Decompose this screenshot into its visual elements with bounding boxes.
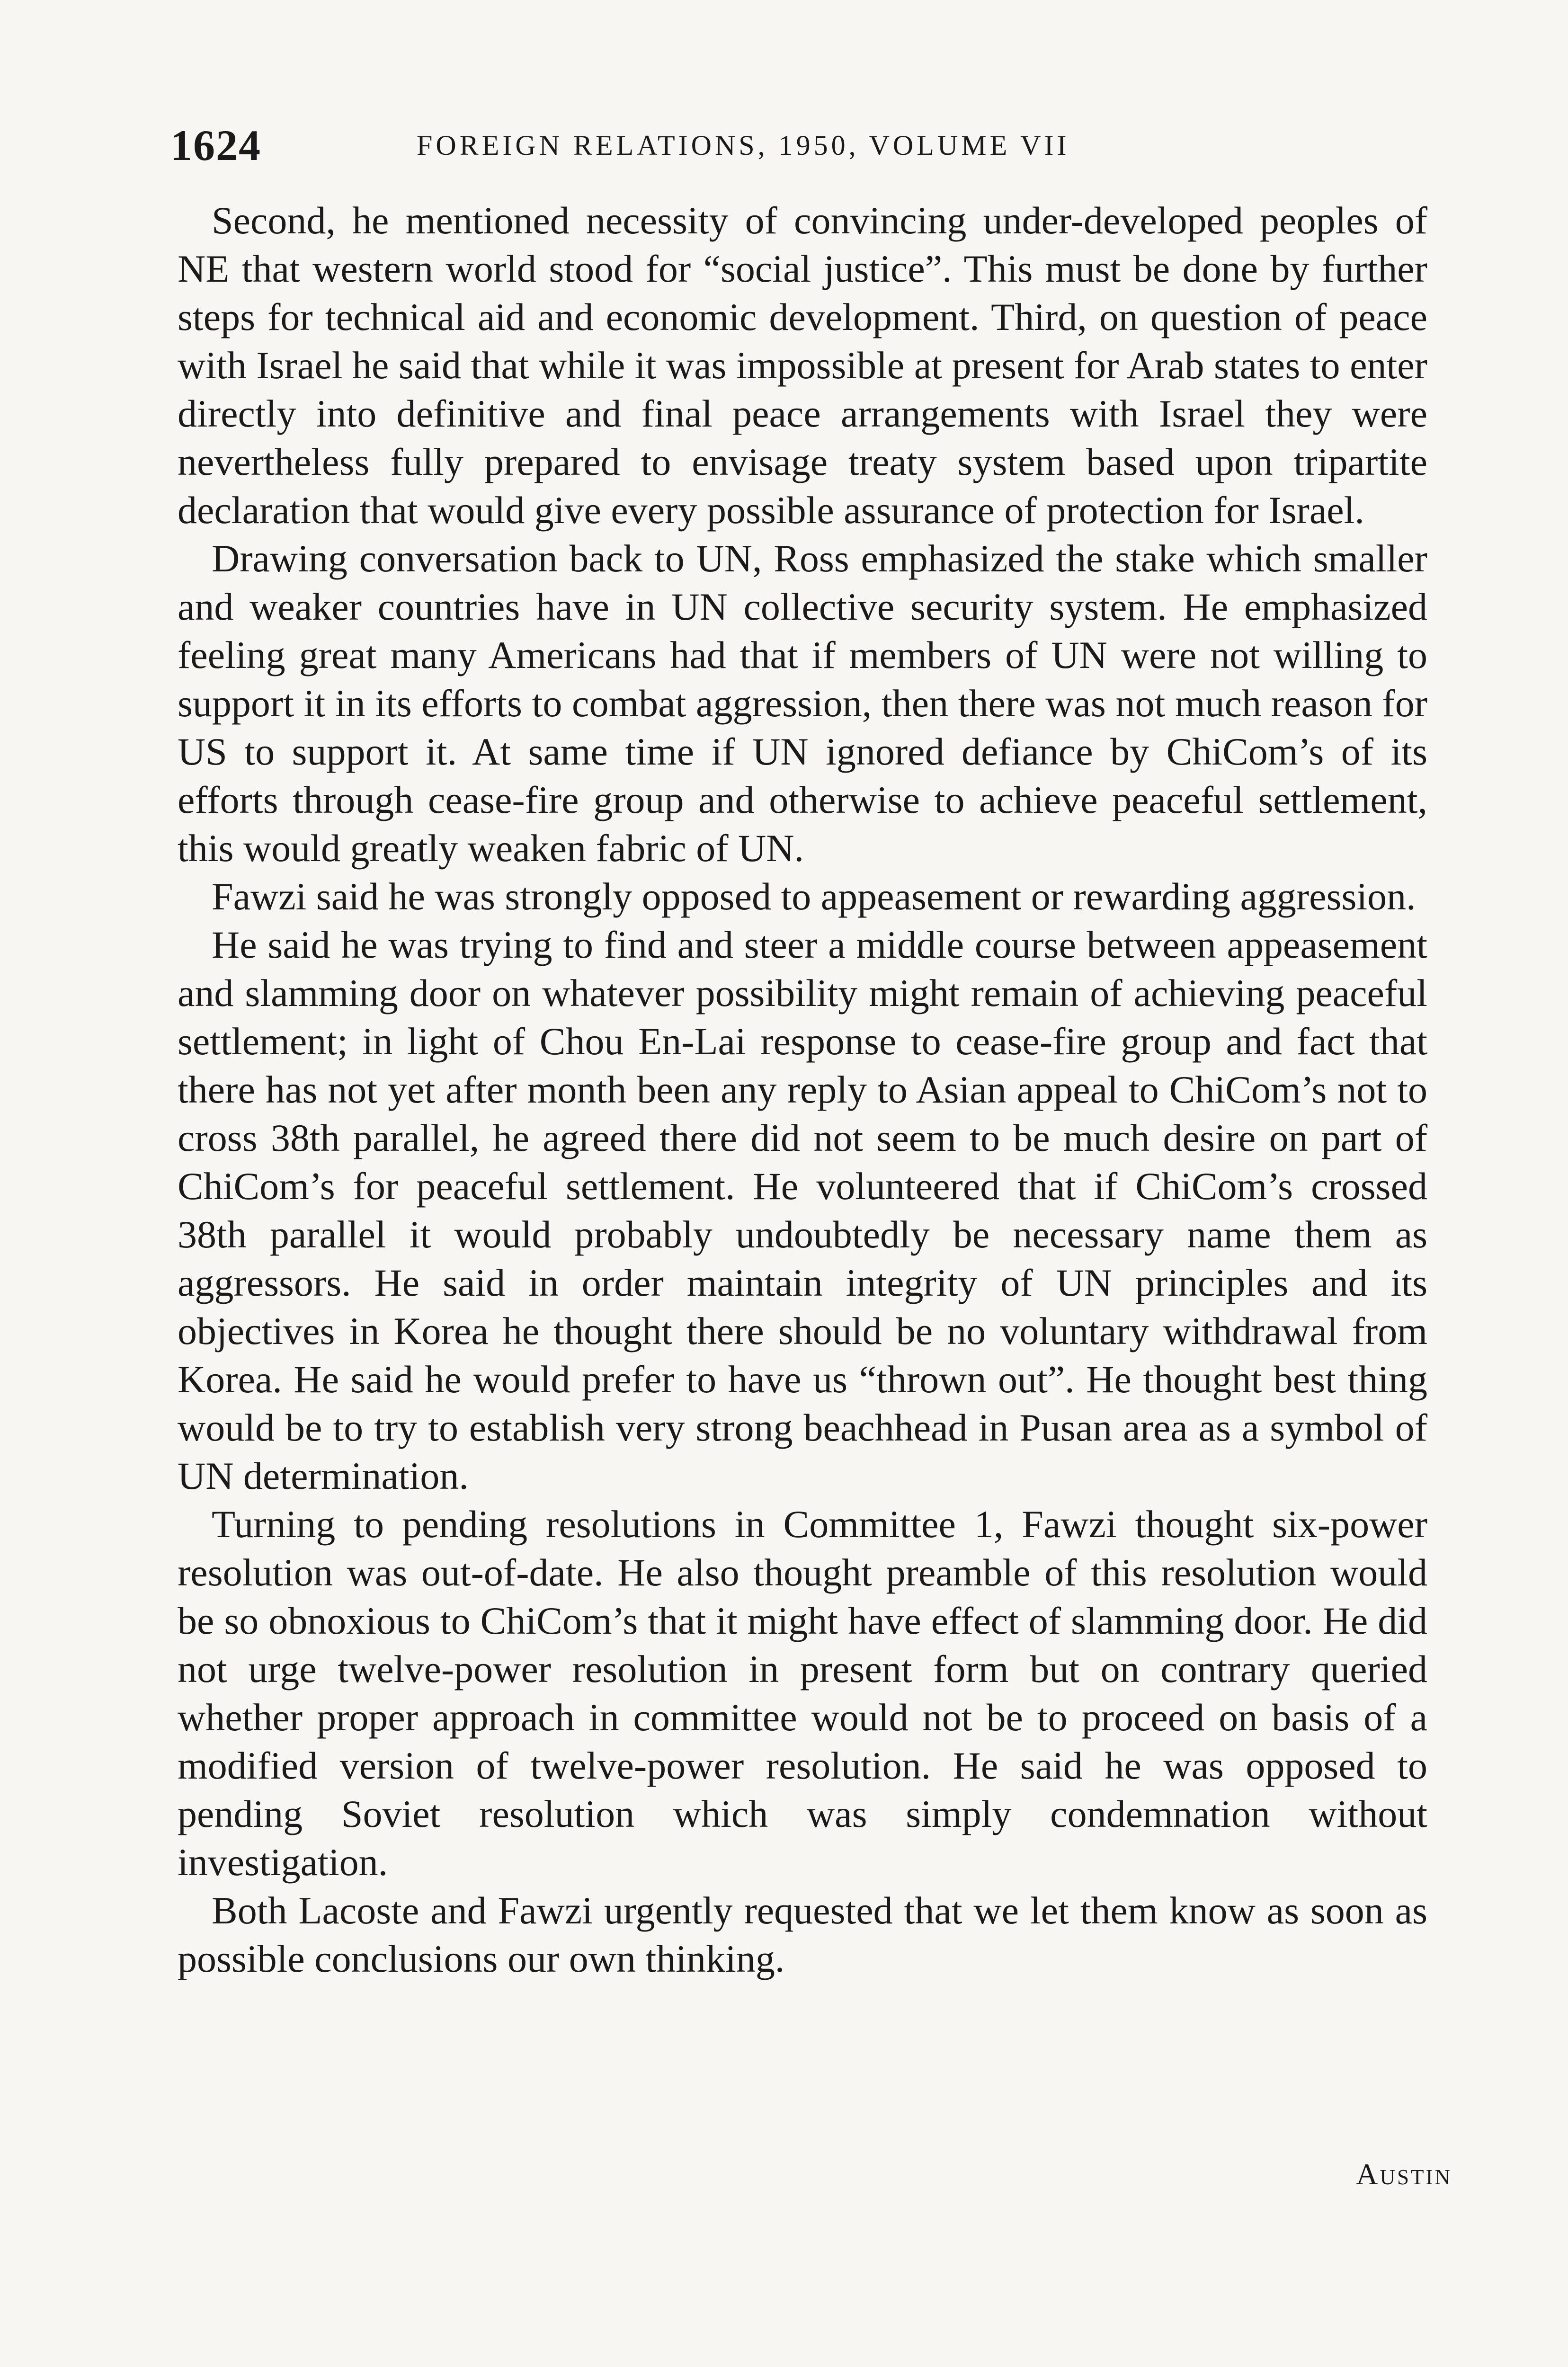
paragraph-middle-course: He said he was trying to find and steer a middle course between appeasement and slamming door on whatever possibility might remain of achieving peaceful settlement; in light of Chou En-Lai response to cease-fire group and fact that there has not yet after month been any reply to Asian appeal to ChiCom’s not to cross 38th parallel, he agreed there did not seem to be much desire on part of ChiCom’s for peaceful settlement. He volunteered that if ChiCom’s crossed 38th parallel it would probably undoubtedly be necessary name them as aggressors. He said in order maintain integrity of UN principles and its objectives in Korea he thought there should be no voluntary withdrawal from Korea. He said he would prefer to have us “thrown out”. He thought best thing would be to try to establish very strong beachhead in Pusan area as a symbol of UN determination.: [178, 923, 1427, 1497]
signature: Austin: [1356, 2157, 1452, 2191]
body-text: [178, 196, 1427, 1983]
paragraph-fawzi-opposed: Fawzi said he was strongly opposed to appeasement or rewarding aggression.: [212, 875, 1416, 918]
running-head: [170, 119, 1449, 171]
paragraph-second-point: Second, he mentioned necessity of convincing under-developed peoples of NE that western world stood for “social justice”. This must be done by further steps for technical aid and economic development. Third, on question of peace with Israel he said that while it was impossible at present for Arab states to enter directly into definitive and final peace arrangements with Israel they were nevertheless fully prepared to envisage treaty system based upon tripartite declaration that would give every possible assurance of protection for Israel.: [178, 199, 1427, 532]
page-number: 1624: [170, 121, 261, 169]
paragraph-pending-resolutions: Turning to pending resolutions in Committee 1, Fawzi thought six-power resolution was out-of-date. He also thought preamble of this resolution would be so obnoxious to ChiCom’s that it might have effect of slamming door. He did not urge twelve-power resolution in present form but on contrary queried whether proper approach in committee would not be to proceed on basis of a modified version of twelve-power resolution. He said he was opposed to pending Soviet resolution which was simply condemnation without investigation.: [178, 1503, 1427, 1884]
running-title: FOREIGN RELATIONS, 1950, VOLUME VII: [417, 130, 1070, 161]
paragraph-request: Both Lacoste and Fawzi urgently requested that we let them know as soon as possible conclusions our own thinking.: [178, 1889, 1427, 1980]
paragraph-ross-un: Drawing conversation back to UN, Ross emphasized the stake which smaller and weaker countries have in UN collective security system. He emphasized feeling great many Americans had that if members of UN were not willing to support it in its efforts to combat aggression, then there was not much reason for US to support it. At same time if UN ignored defiance by ChiCom’s of its efforts through cease-fire group and otherwise to achieve peaceful settlement, this would greatly weaken fabric of UN.: [178, 537, 1427, 870]
